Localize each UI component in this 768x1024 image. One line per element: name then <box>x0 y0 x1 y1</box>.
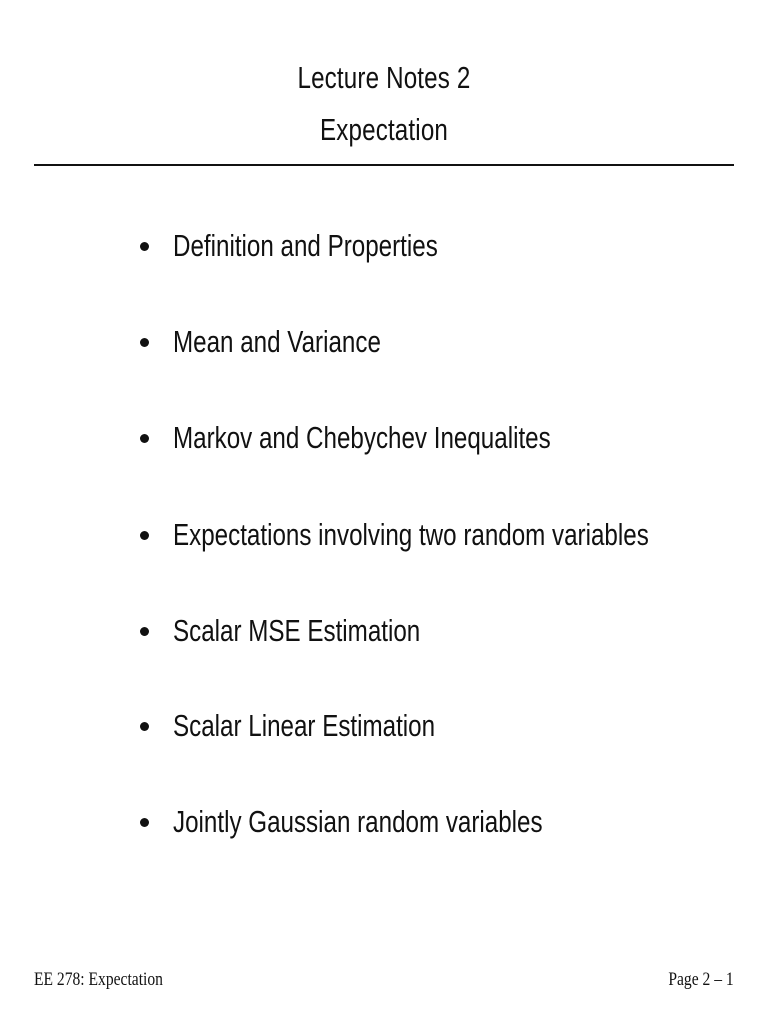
topic-label: Definition and Properties <box>173 228 438 263</box>
footer-page-number: Page 2 – 1 <box>668 969 734 990</box>
title-divider <box>34 164 734 166</box>
bullet-icon <box>140 434 149 443</box>
slide-header <box>0 52 768 156</box>
topic-label: Jointly Gaussian random variables <box>173 804 543 839</box>
bullet-icon <box>140 627 149 636</box>
slide-subtitle: Expectation <box>319 112 449 147</box>
bullet-icon <box>140 818 149 827</box>
bullet-icon <box>140 531 149 540</box>
bullet-icon <box>140 722 149 731</box>
slide-title: Lecture Notes 2 <box>297 60 471 95</box>
topic-label: Expectations involving two random variables <box>173 517 649 552</box>
topic-label: Mean and Variance <box>173 324 381 359</box>
bullet-icon <box>140 242 149 251</box>
topic-label: Scalar Linear Estimation <box>173 708 436 743</box>
topic-label: Markov and Chebychev Inequalites <box>173 420 551 455</box>
footer-course-label: EE 278: Expectation <box>34 969 163 990</box>
bullet-icon <box>140 338 149 347</box>
topic-label: Scalar MSE Estimation <box>173 613 421 648</box>
